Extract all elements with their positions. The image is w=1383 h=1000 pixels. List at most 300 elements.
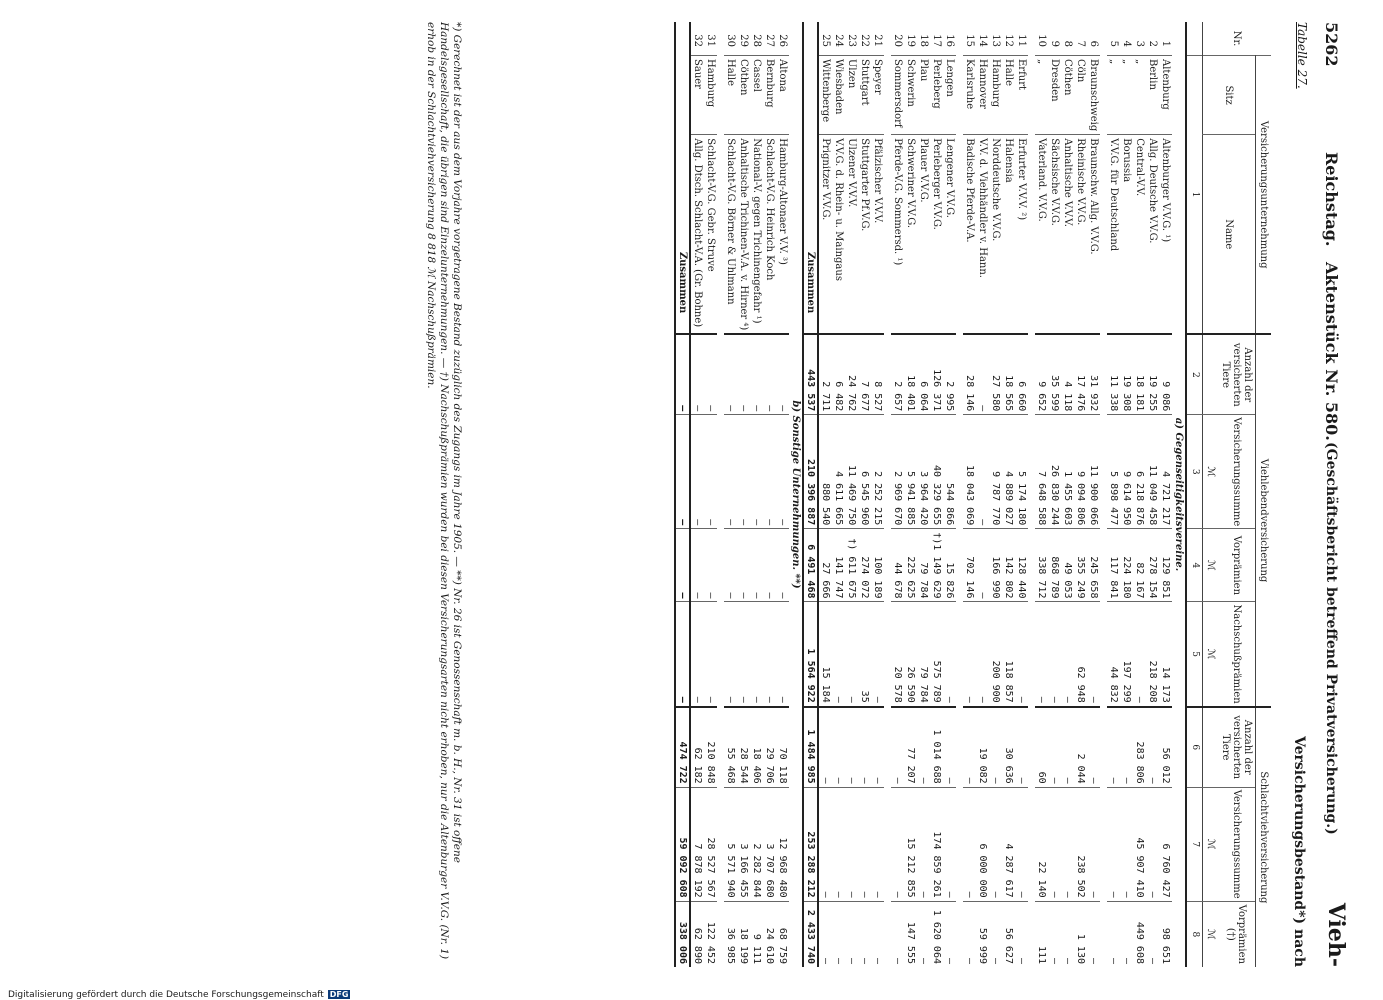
row-name: Borussia bbox=[1120, 135, 1133, 335]
row-value-c3: — bbox=[724, 415, 737, 529]
row-value-c5: — bbox=[1035, 602, 1048, 707]
row-name: Hamburg-Altonaer V.V. ³) bbox=[776, 135, 789, 335]
row-value-c2: — bbox=[704, 334, 717, 414]
row-value-c3: 4 889 027 bbox=[1002, 415, 1015, 529]
col-name: Name bbox=[1203, 135, 1256, 335]
row-value-c7: 6 760 427 bbox=[1159, 787, 1172, 901]
row-value-c8: — bbox=[891, 901, 904, 967]
row-spacer bbox=[956, 22, 963, 967]
publication: Reichstag. bbox=[1322, 152, 1341, 247]
row-value-c3: 2 969 670 bbox=[891, 415, 904, 529]
row-value-c6: — bbox=[1015, 707, 1028, 787]
row-value-c2: 27 580 bbox=[989, 334, 1002, 414]
row-sitz: „ bbox=[1107, 56, 1120, 135]
row-value-c7: 7 878 192 bbox=[690, 787, 704, 901]
row-value-c8: — bbox=[1061, 901, 1074, 967]
row-value-c7: — bbox=[1048, 787, 1061, 901]
row-name: National-V. gegen Trichinengefahr ¹) bbox=[750, 135, 763, 335]
table-row bbox=[724, 22, 737, 967]
sum-value-c7: 59 092 608 bbox=[675, 787, 690, 901]
unit-c7: ℳ bbox=[1203, 787, 1219, 901]
row-value-c4: 166 990 bbox=[989, 529, 1002, 602]
row-nr: 25 bbox=[820, 34, 831, 47]
row-value-c6: 1 014 688 bbox=[930, 707, 943, 787]
row-sitz: Braunschweig bbox=[1087, 56, 1100, 135]
row-sitz: Cöthen bbox=[1061, 56, 1074, 135]
row-value-c4: 129 851 bbox=[1159, 529, 1172, 602]
row-value-c7: — bbox=[1146, 787, 1159, 901]
row-sitz: Karlsruhe bbox=[963, 56, 976, 135]
row-sitz: Halle bbox=[724, 56, 737, 135]
section-heading bbox=[789, 22, 803, 967]
row-name: Ulzener V.V.V. bbox=[845, 135, 858, 335]
row-value-c5: 200 900 bbox=[989, 602, 1002, 707]
row-value-c5: — bbox=[724, 602, 737, 707]
document-number: Aktenstück Nr. 580. bbox=[1322, 262, 1341, 441]
row-name: Anhaltische V.V.V. bbox=[1061, 135, 1074, 335]
col-number-4: 4 bbox=[1186, 529, 1203, 602]
row-name: Norddeutsche V.V.G. bbox=[989, 135, 1002, 335]
row-name: Allg. Dtsch. Schlacht-V.A. (Gr. Bohne) bbox=[690, 135, 704, 335]
row-value-c6: 210 848 bbox=[704, 707, 717, 787]
row-name: Vaterland. V.V.G. bbox=[1035, 135, 1048, 335]
row-value-c3: 5 898 477 bbox=[1107, 415, 1120, 529]
row-value-c3: — bbox=[704, 415, 717, 529]
row-name: Pferde-V.G. Sommersd. ¹) bbox=[891, 135, 904, 335]
table-row bbox=[1074, 22, 1087, 967]
row-value-c7: 15 212 855 bbox=[904, 787, 917, 901]
row-value-c2: 28 146 bbox=[963, 334, 976, 414]
row-value-c2: 9 086 bbox=[1159, 334, 1172, 414]
row-value-c8: — bbox=[1048, 901, 1061, 967]
row-sitz: Hannover bbox=[976, 56, 989, 135]
row-value-c2: 35 599 bbox=[1048, 334, 1061, 414]
row-value-c5: — bbox=[832, 602, 845, 707]
row-value-c6: 2 044 bbox=[1074, 707, 1087, 787]
row-value-c6: — bbox=[818, 707, 832, 787]
table-row bbox=[704, 22, 717, 967]
row-value-c7: — bbox=[845, 787, 858, 901]
digitization-note bbox=[8, 990, 350, 1000]
row-value-c4: 49 053 bbox=[1061, 529, 1074, 602]
sum-row bbox=[675, 22, 690, 967]
sum-value-c5: — bbox=[675, 602, 690, 707]
table-row bbox=[690, 22, 704, 967]
table-row bbox=[963, 22, 976, 967]
col-nr: Nr. bbox=[1203, 22, 1272, 56]
table-row bbox=[904, 22, 917, 967]
row-value-c7: 45 907 410 bbox=[1133, 787, 1146, 901]
row-value-c4: — bbox=[737, 529, 750, 602]
sum-label: Zusammen bbox=[675, 22, 690, 334]
row-value-c4: 245 658 bbox=[1087, 529, 1100, 602]
row-value-c7: 5 571 940 bbox=[724, 787, 737, 901]
subject: (Geschäftsbericht betreffend Privatversicherung.) bbox=[1323, 442, 1339, 835]
row-value-c3: 4 611 665 bbox=[832, 415, 845, 529]
row-value-c2: — bbox=[737, 334, 750, 414]
table-row bbox=[818, 22, 832, 967]
col-number-3: 3 bbox=[1186, 415, 1203, 529]
row-sitz: Cassel bbox=[750, 56, 763, 135]
row-sitz: Wittenberge bbox=[818, 56, 832, 135]
row-name: V.V.G. d. Rhein- u. Maingaus bbox=[832, 135, 845, 335]
row-sitz: Stuttgart bbox=[858, 56, 871, 135]
row-value-c4: 44 678 bbox=[891, 529, 904, 602]
row-value-c2: 6 064 bbox=[917, 334, 930, 414]
col-number-1: 1 bbox=[1186, 56, 1203, 335]
row-value-c3: 544 866 bbox=[943, 415, 956, 529]
row-nr: 22 bbox=[859, 34, 870, 47]
row-value-c6: 18 406 bbox=[750, 707, 763, 787]
row-nr: 5 bbox=[1108, 40, 1119, 47]
row-nr: 15 bbox=[964, 34, 975, 47]
row-value-c7: 3 707 680 bbox=[763, 787, 776, 901]
row-value-c6: — bbox=[891, 707, 904, 787]
row-nr: 11 bbox=[1016, 34, 1027, 47]
row-value-c8: 56 627 bbox=[1002, 901, 1015, 967]
table-row bbox=[989, 22, 1002, 967]
row-sitz: Ulzen bbox=[845, 56, 858, 135]
row-nr: 19 bbox=[905, 34, 916, 47]
row-value-c6: — bbox=[1087, 707, 1100, 787]
table-row bbox=[737, 22, 750, 967]
row-nr: 30 bbox=[725, 34, 736, 47]
document-page bbox=[43, 22, 1349, 967]
row-nr: 9 bbox=[1049, 40, 1060, 47]
row-name: Erfurter V.V.V. ²) bbox=[1015, 135, 1028, 335]
row-value-c3: 9 787 770 bbox=[989, 415, 1002, 529]
table-row bbox=[763, 22, 776, 967]
row-nr: 28 bbox=[751, 34, 762, 47]
row-value-c4: 225 625 bbox=[904, 529, 917, 602]
row-sitz: „ bbox=[1120, 56, 1133, 135]
row-spacer bbox=[884, 22, 891, 967]
row-value-c4: 274 072 bbox=[858, 529, 871, 602]
row-value-c5: — bbox=[1061, 602, 1074, 707]
row-sitz: Plau bbox=[917, 56, 930, 135]
row-value-c5: 35 bbox=[858, 602, 871, 707]
row-value-c5: — bbox=[1048, 602, 1061, 707]
row-value-c8: — bbox=[871, 901, 884, 967]
row-value-c2: 2 995 bbox=[943, 334, 956, 414]
row-value-c8: — bbox=[1120, 901, 1133, 967]
row-value-c2: 18 565 bbox=[1002, 334, 1015, 414]
row-value-c6: 28 544 bbox=[737, 707, 750, 787]
col-c6: Anzahl der versicherten Tiere bbox=[1218, 707, 1256, 787]
row-value-c5: 118 857 bbox=[1002, 602, 1015, 707]
col-number-8: 8 bbox=[1186, 901, 1203, 967]
section-title: b) Sonstige Unternehmungen. **) bbox=[790, 400, 801, 589]
row-value-c7: — bbox=[1087, 787, 1100, 901]
sum-label: Zusammen bbox=[803, 22, 818, 334]
page-number: 5262 bbox=[1322, 22, 1341, 67]
digitization-text: Digitalisierung gefördert durch die Deutsche Forschungsgemeinschaft bbox=[8, 990, 324, 1000]
row-value-c3: 5 941 885 bbox=[904, 415, 917, 529]
row-value-c6: 55 468 bbox=[724, 707, 737, 787]
row-value-c4: 128 440 bbox=[1015, 529, 1028, 602]
row-value-c8: 1 130 bbox=[1074, 901, 1087, 967]
row-value-c5: — bbox=[871, 602, 884, 707]
col-number-5: 5 bbox=[1186, 602, 1203, 707]
section-title: a) Gegenseitigkeitsvereine. bbox=[1173, 417, 1184, 572]
row-sitz: Erfurt bbox=[1015, 56, 1028, 135]
row-value-c3: 11 900 066 bbox=[1087, 415, 1100, 529]
row-value-c7: 12 968 480 bbox=[776, 787, 789, 901]
row-name: Schlacht-V.G. Heinrich Koch bbox=[763, 135, 776, 335]
row-nr: 3 bbox=[1134, 40, 1145, 47]
row-value-c4: 702 146 bbox=[963, 529, 976, 602]
row-value-c7: — bbox=[1061, 787, 1074, 901]
row-nr: 31 bbox=[705, 34, 716, 47]
row-value-c5: — bbox=[704, 602, 717, 707]
row-value-c4: 15 826 bbox=[943, 529, 956, 602]
row-value-c6: — bbox=[1048, 707, 1061, 787]
sum-value-c4: 6 491 468 bbox=[803, 529, 818, 602]
row-sitz: Cöthen bbox=[737, 56, 750, 135]
row-nr: 12 bbox=[1003, 34, 1014, 47]
table-row bbox=[776, 22, 789, 967]
row-value-c8: — bbox=[858, 901, 871, 967]
row-value-c6: — bbox=[1107, 707, 1120, 787]
row-nr: 7 bbox=[1075, 40, 1086, 47]
row-value-c2: — bbox=[776, 334, 789, 414]
row-value-c6: — bbox=[845, 707, 858, 787]
row-sitz: Lengen bbox=[943, 56, 956, 135]
row-value-c2: 19 255 bbox=[1146, 334, 1159, 414]
row-value-c4: — bbox=[704, 529, 717, 602]
row-value-c7: — bbox=[943, 787, 956, 901]
col-c4: Vorprämien bbox=[1218, 529, 1256, 602]
section-heading bbox=[1172, 22, 1186, 967]
col-group-schlacht: Schlachtviehversicherung bbox=[1256, 707, 1272, 967]
row-value-c2: 18 181 bbox=[1133, 334, 1146, 414]
table-row bbox=[1048, 22, 1061, 967]
row-value-c6: — bbox=[943, 707, 956, 787]
row-value-c5: — bbox=[976, 602, 989, 707]
row-value-c2: — bbox=[750, 334, 763, 414]
row-value-c7: — bbox=[917, 787, 930, 901]
row-value-c3: 5 174 180 bbox=[1015, 415, 1028, 529]
row-value-c5: 218 208 bbox=[1146, 602, 1159, 707]
row-value-c4: — bbox=[750, 529, 763, 602]
unit-c4: ℳ bbox=[1203, 529, 1219, 602]
subtitle: Versicherungsbestand*) nach bbox=[1291, 736, 1307, 967]
row-sitz: Altenburg bbox=[1159, 56, 1172, 135]
row-value-c5: 14 173 bbox=[1159, 602, 1172, 707]
row-value-c6: 56 012 bbox=[1159, 707, 1172, 787]
row-value-c5: — bbox=[1015, 602, 1028, 707]
row-value-c8: 59 999 bbox=[976, 901, 989, 967]
row-value-c3: 9 614 950 bbox=[1120, 415, 1133, 529]
row-value-c5: — bbox=[763, 602, 776, 707]
row-value-c4: — bbox=[976, 529, 989, 602]
row-value-c8: 147 555 bbox=[904, 901, 917, 967]
table-row bbox=[845, 22, 858, 967]
row-value-c6: — bbox=[1061, 707, 1074, 787]
row-sitz: Sommersdorf bbox=[891, 56, 904, 135]
row-value-c4: 224 180 bbox=[1120, 529, 1133, 602]
row-value-c7: — bbox=[858, 787, 871, 901]
sum-value-c8: 2 433 740 bbox=[803, 901, 818, 967]
col-c8: Vorprämien (†) bbox=[1218, 901, 1256, 967]
row-name: Rheinische V.V.G. bbox=[1074, 135, 1087, 335]
row-value-c8: 1 620 064 bbox=[930, 901, 943, 967]
col-number-6: 6 bbox=[1186, 707, 1203, 787]
row-nr: 13 bbox=[990, 34, 1001, 47]
col-sitz: Sitz bbox=[1203, 56, 1256, 135]
table-row bbox=[832, 22, 845, 967]
row-value-c3: — bbox=[976, 415, 989, 529]
row-value-c4: 141 747 bbox=[832, 529, 845, 602]
table-label: Tabelle 27. bbox=[1295, 22, 1309, 89]
table-row bbox=[1159, 22, 1172, 967]
col-c5: Nachschußprämien bbox=[1218, 602, 1256, 707]
row-value-c3: 6 545 960 bbox=[858, 415, 871, 529]
row-nr: 17 bbox=[931, 34, 942, 47]
row-value-c4: — bbox=[776, 529, 789, 602]
row-value-c4: 82 167 bbox=[1133, 529, 1146, 602]
table-row bbox=[930, 22, 943, 967]
row-value-c7: — bbox=[1107, 787, 1120, 901]
row-value-c6: — bbox=[917, 707, 930, 787]
row-value-c7: — bbox=[1015, 787, 1028, 901]
row-nr: 14 bbox=[977, 34, 988, 47]
table-row bbox=[976, 22, 989, 967]
table-row bbox=[1015, 22, 1028, 967]
row-value-c8: — bbox=[963, 901, 976, 967]
row-sitz: Dresden bbox=[1048, 56, 1061, 135]
row-value-c5: 62 948 bbox=[1074, 602, 1087, 707]
row-name: Altenburger V.V.G. ¹) bbox=[1159, 135, 1172, 335]
row-value-c4: — bbox=[724, 529, 737, 602]
row-value-c8: — bbox=[818, 901, 832, 967]
row-value-c3: 40 329 655 bbox=[930, 415, 943, 529]
row-name: V.V.G. für Deutschland bbox=[1107, 135, 1120, 335]
row-value-c3: 7 648 588 bbox=[1035, 415, 1048, 529]
table-row bbox=[1035, 22, 1048, 967]
sum-value-c3: 210 396 887 bbox=[803, 415, 818, 529]
row-value-c6: — bbox=[871, 707, 884, 787]
row-value-c5: — bbox=[737, 602, 750, 707]
row-value-c3: 2 252 215 bbox=[871, 415, 884, 529]
row-name: Anhaltische Trichinen-V.A. v. Hirner ⁴) bbox=[737, 135, 750, 335]
row-nr: 24 bbox=[833, 34, 844, 47]
table-row bbox=[917, 22, 930, 967]
row-name: Stuttgarter Pf.V.G. bbox=[858, 135, 871, 335]
row-value-c5: — bbox=[963, 602, 976, 707]
table-row bbox=[943, 22, 956, 967]
row-nr: 1 bbox=[1160, 40, 1171, 47]
table-row bbox=[1061, 22, 1074, 967]
row-value-c7: 28 527 567 bbox=[704, 787, 717, 901]
row-value-c8: 449 608 bbox=[1133, 901, 1146, 967]
row-value-c7: — bbox=[989, 787, 1002, 901]
row-value-c8: — bbox=[943, 901, 956, 967]
row-value-c3: — bbox=[690, 415, 704, 529]
row-value-c5: 15 184 bbox=[818, 602, 832, 707]
row-value-c7: — bbox=[832, 787, 845, 901]
row-spacer bbox=[717, 22, 724, 967]
sum-value-c2: — bbox=[675, 334, 690, 414]
row-name: Allg. Deutsche V.V.G. bbox=[1146, 135, 1159, 335]
row-name: V.V. d. Viehhändler v. Hann. bbox=[976, 135, 989, 335]
row-value-c3: 9 094 806 bbox=[1074, 415, 1087, 529]
row-name: Halensia bbox=[1002, 135, 1015, 335]
row-value-c7: — bbox=[871, 787, 884, 901]
row-nr: 18 bbox=[918, 34, 929, 47]
footnote: *) Gerechnet ist der aus dem Vorjahre vorgetragene Bestand zuzüglich des Zugangs im Jahre 1905. — **) Nr. 26 ist Genossenschaft m. b. H., Nr. 31 ist offene Handelsgesellschaft, die übrigen sind Einzelunternehmungen. — †) Nachschußprämien wurden bei diesen Versicherungsarten nicht erhoben, nur die Altenburger V.V.G. (Nr. 1) erhob in der Schlachtviehversicherung 8 818 ℳ Nachschußprämien. bbox=[425, 22, 463, 960]
row-value-c5: — bbox=[943, 602, 956, 707]
sum-value-c7: 253 288 212 bbox=[803, 787, 818, 901]
row-name: Badische Pferde-V.A. bbox=[963, 135, 976, 335]
table-row bbox=[1087, 22, 1100, 967]
row-value-c7: — bbox=[891, 787, 904, 901]
row-value-c6: 60 bbox=[1035, 707, 1048, 787]
col-c3: Versicherungssumme bbox=[1218, 415, 1256, 529]
row-value-c2: 11 338 bbox=[1107, 334, 1120, 414]
row-value-c6: 283 806 bbox=[1133, 707, 1146, 787]
col-c7: Versicherungssumme bbox=[1218, 787, 1256, 901]
row-value-c3: 26 830 244 bbox=[1048, 415, 1061, 529]
sum-value-c8: 338 006 bbox=[675, 901, 690, 967]
row-value-c4: 355 249 bbox=[1074, 529, 1087, 602]
row-value-c3: 880 540 bbox=[818, 415, 832, 529]
table-row bbox=[1146, 22, 1159, 967]
table-row bbox=[1120, 22, 1133, 967]
row-value-c2: 7 677 bbox=[858, 334, 871, 414]
row-value-c8: — bbox=[845, 901, 858, 967]
table-row bbox=[858, 22, 871, 967]
row-nr: 20 bbox=[892, 34, 903, 47]
row-value-c4: 100 189 bbox=[871, 529, 884, 602]
row-value-c7: — bbox=[818, 787, 832, 901]
row-value-c8: — bbox=[1146, 901, 1159, 967]
row-nr: 4 bbox=[1121, 40, 1132, 47]
row-value-c7: 3 166 455 bbox=[737, 787, 750, 901]
sum-value-c6: 1 484 985 bbox=[803, 707, 818, 787]
row-name: Plauer V.V.G. bbox=[917, 135, 930, 335]
running-header bbox=[1317, 22, 1349, 967]
row-value-c8: 98 651 bbox=[1159, 901, 1172, 967]
row-value-c4: †)1 149 629 bbox=[930, 529, 943, 602]
row-value-c8: 111 bbox=[1035, 901, 1048, 967]
col-number-2: 2 bbox=[1186, 334, 1203, 414]
row-nr: 32 bbox=[692, 34, 703, 47]
row-value-c7: — bbox=[963, 787, 976, 901]
row-value-c8: 24 610 bbox=[763, 901, 776, 967]
row-sitz: „ bbox=[1035, 56, 1048, 135]
row-value-c3: — bbox=[750, 415, 763, 529]
row-value-c7: 6 000 000 bbox=[976, 787, 989, 901]
row-value-c8: 36 985 bbox=[724, 901, 737, 967]
row-value-c2: 4 118 bbox=[1061, 334, 1074, 414]
row-value-c3: 11 469 750 bbox=[845, 415, 858, 529]
row-value-c4: 338 712 bbox=[1035, 529, 1048, 602]
row-nr: 2 bbox=[1147, 40, 1158, 47]
row-nr: 6 bbox=[1088, 40, 1099, 47]
row-value-c7: 238 502 bbox=[1074, 787, 1087, 901]
row-value-c6: — bbox=[963, 707, 976, 787]
row-value-c7: 22 140 bbox=[1035, 787, 1048, 901]
row-value-c6: — bbox=[989, 707, 1002, 787]
row-value-c6: — bbox=[858, 707, 871, 787]
unit-c5: ℳ bbox=[1203, 602, 1219, 707]
col-number-7: 7 bbox=[1186, 787, 1203, 901]
row-value-c5: 197 299 bbox=[1120, 602, 1133, 707]
row-sitz: Cöln bbox=[1074, 56, 1087, 135]
dfg-logo: DFG bbox=[329, 990, 349, 999]
row-value-c5: — bbox=[750, 602, 763, 707]
